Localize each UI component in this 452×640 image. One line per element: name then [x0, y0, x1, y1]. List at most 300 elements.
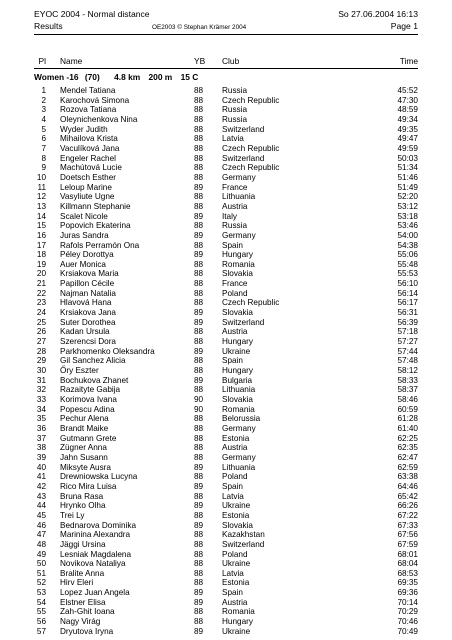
place-cell: 31	[36, 375, 46, 385]
year-cell: 89	[194, 211, 204, 221]
table-row	[0, 241, 452, 251]
name-cell: Oleynichenkova Nina	[60, 114, 138, 124]
club-cell: Hungary	[222, 337, 253, 347]
year-cell: 89	[194, 375, 204, 385]
time-cell: 55:06	[397, 250, 418, 260]
table-row	[0, 105, 452, 115]
time-cell: 48:59	[397, 105, 418, 115]
place-cell: 27	[36, 337, 46, 347]
club-cell: Switzerland	[222, 317, 265, 327]
time-cell: 56:39	[397, 317, 418, 327]
year-cell: 88	[194, 337, 204, 347]
time-cell: 56:10	[397, 279, 418, 289]
time-cell: 62:59	[397, 462, 418, 472]
year-cell: 88	[194, 134, 204, 144]
name-cell: Auer Monica	[60, 259, 106, 269]
time-cell: 70:49	[397, 626, 418, 636]
club-cell: Hungary	[222, 617, 253, 627]
name-cell: Najman Natalia	[60, 288, 116, 298]
club-cell: Russia	[222, 221, 248, 231]
name-cell: Gutmann Grete	[60, 433, 117, 443]
place-cell: 55	[36, 607, 46, 617]
place-cell: 10	[36, 172, 46, 182]
place-cell: 54	[36, 597, 46, 607]
time-cell: 67:59	[397, 539, 418, 549]
year-cell: 88	[194, 607, 204, 617]
time-cell: 68:53	[397, 568, 418, 578]
name-cell: Rafols Perramón Ona	[60, 240, 140, 250]
place-cell: 13	[36, 201, 46, 211]
year-cell: 89	[194, 626, 204, 636]
place-cell: 17	[36, 240, 46, 250]
time-cell: 56:17	[397, 298, 418, 308]
club-cell: Czech Republic	[222, 298, 280, 308]
time-cell: 68:01	[397, 549, 418, 559]
club-cell: Slovakia	[222, 269, 253, 279]
table-row	[0, 424, 452, 434]
year-cell: 89	[194, 520, 204, 530]
club-cell: Italy	[222, 211, 238, 221]
time-cell: 70:29	[397, 607, 418, 617]
document-type: Results	[34, 21, 63, 31]
year-cell: 88	[194, 327, 204, 337]
year-cell: 89	[194, 462, 204, 472]
time-cell: 49:34	[397, 114, 418, 124]
club-cell: Spain	[222, 481, 243, 491]
name-cell: Scalet Nicole	[60, 211, 108, 221]
club-cell: Slovakia	[222, 520, 253, 530]
year-cell: 88	[194, 298, 204, 308]
table-row	[0, 212, 452, 222]
name-cell: Juras Sandra	[60, 230, 109, 240]
name-cell: Péley Dorottya	[60, 250, 114, 260]
time-cell: 70:46	[397, 617, 418, 627]
time-cell: 49:59	[397, 143, 418, 153]
table-row	[0, 443, 452, 453]
year-cell: 90	[194, 395, 204, 404]
club-cell: Romania	[222, 607, 255, 617]
place-cell: 21	[36, 279, 46, 289]
place-cell: 44	[36, 501, 46, 511]
year-cell: 89	[194, 182, 204, 192]
time-cell: 54:38	[397, 240, 418, 250]
time-cell: 67:22	[397, 510, 418, 520]
club-cell: Latvia	[222, 134, 244, 144]
name-cell: Krsiakova Maria	[60, 269, 119, 279]
table-row	[0, 260, 452, 270]
club-cell: Ukraine	[222, 346, 251, 356]
club-cell: Ukraine	[222, 626, 251, 636]
table-row	[0, 482, 452, 492]
year-cell: 89	[194, 250, 204, 260]
place-cell: 30	[36, 366, 46, 376]
table-row	[0, 559, 452, 569]
name-cell: Elstner Elisa	[60, 597, 106, 607]
place-cell: 40	[36, 462, 46, 472]
time-cell: 57:18	[397, 327, 418, 337]
time-cell: 63:38	[397, 472, 418, 482]
time-cell: 56:31	[397, 308, 418, 318]
club-cell: Germany	[222, 230, 256, 240]
time-cell: 60:59	[397, 404, 418, 414]
year-cell: 89	[194, 597, 204, 607]
event-title: EYOC 2004 - Normal distance	[34, 9, 150, 19]
club-cell: Russia	[222, 114, 248, 124]
name-cell: Rozova Tatiana	[60, 105, 117, 115]
club-cell: Lithuania	[222, 462, 256, 472]
name-cell: Novikova Nataliya	[60, 559, 126, 569]
column-header-time: Time	[399, 56, 418, 66]
name-cell: Bednarova Dominika	[60, 520, 137, 530]
table-row	[0, 318, 452, 328]
year-cell: 88	[194, 578, 204, 588]
time-cell: 57:44	[397, 346, 418, 356]
place-cell: 22	[36, 288, 46, 298]
place-cell: 50	[36, 559, 46, 569]
place-cell: 7	[41, 143, 46, 153]
table-row	[0, 125, 452, 135]
club-cell: Austria	[222, 597, 248, 607]
place-cell: 4	[41, 114, 46, 124]
table-row	[0, 453, 452, 463]
name-cell: Krsiakova Jana	[60, 308, 116, 318]
year-cell: 88	[194, 153, 204, 163]
table-row	[0, 588, 452, 598]
time-cell: 57:48	[397, 356, 418, 366]
year-cell: 89	[194, 346, 204, 356]
name-cell: Zügner Anna	[60, 443, 107, 453]
year-cell: 88	[194, 143, 204, 153]
time-cell: 67:56	[397, 530, 418, 540]
table-row	[0, 250, 452, 260]
club-cell: Estonia	[222, 433, 250, 443]
year-cell: 88	[194, 472, 204, 482]
name-cell: Parkhomenko Oleksandra	[60, 346, 155, 356]
table-row	[0, 627, 452, 637]
place-cell: 32	[36, 385, 46, 395]
time-cell: 62:25	[397, 433, 418, 443]
category-count: (70)	[84, 72, 100, 82]
club-cell: France	[222, 182, 248, 192]
year-cell: 88	[194, 221, 204, 231]
name-cell: Hlavová Hana	[60, 298, 112, 308]
time-cell: 45:52	[397, 86, 418, 95]
year-cell: 88	[194, 385, 204, 395]
place-cell: 39	[36, 452, 46, 462]
table-row	[0, 163, 452, 173]
name-cell: Mihailova Krista	[60, 134, 118, 144]
table-row	[0, 115, 452, 125]
time-cell: 58:33	[397, 375, 418, 385]
place-cell: 29	[36, 356, 46, 366]
place-cell: 33	[36, 395, 46, 404]
time-cell: 52:20	[397, 192, 418, 202]
table-row	[0, 289, 452, 299]
place-cell: 2	[41, 95, 46, 105]
table-row	[0, 298, 452, 308]
place-cell: 24	[36, 308, 46, 318]
table-row	[0, 356, 452, 366]
club-cell: Austria	[222, 201, 248, 211]
place-cell: 20	[36, 269, 46, 279]
name-cell: Vaculíková Jana	[60, 143, 120, 153]
club-cell: Estonia	[222, 510, 250, 520]
place-cell: 23	[36, 298, 46, 308]
time-cell: 53:18	[397, 211, 418, 221]
time-cell: 67:33	[397, 520, 418, 530]
place-cell: 45	[36, 510, 46, 520]
copyright-notice: OE2003 © Stephan Krämer 2004	[152, 24, 247, 31]
place-cell: 46	[36, 520, 46, 530]
name-cell: Miksyte Ausra	[60, 462, 111, 472]
time-cell: 47:30	[397, 95, 418, 105]
table-row	[0, 521, 452, 531]
table-row	[0, 472, 452, 482]
year-cell: 88	[194, 443, 204, 453]
place-cell: 53	[36, 588, 46, 598]
time-cell: 58:37	[397, 385, 418, 395]
time-cell: 62:35	[397, 443, 418, 453]
year-cell: 88	[194, 559, 204, 569]
place-cell: 47	[36, 530, 46, 540]
year-cell: 88	[194, 124, 204, 134]
table-row	[0, 221, 452, 231]
club-cell: Czech Republic	[222, 143, 280, 153]
time-cell: 55:48	[397, 259, 418, 269]
time-cell: 69:35	[397, 578, 418, 588]
year-cell: 89	[194, 230, 204, 240]
place-cell: 38	[36, 443, 46, 453]
year-cell: 88	[194, 568, 204, 578]
table-row	[0, 578, 452, 588]
name-cell: Bruna Rasa	[60, 491, 104, 501]
time-cell: 70:14	[397, 597, 418, 607]
name-cell: Brandt Maike	[60, 423, 109, 433]
name-cell: Marinina Alexandra	[60, 530, 131, 540]
table-row	[0, 192, 452, 202]
results-table	[0, 86, 452, 636]
table-row	[0, 86, 452, 96]
place-cell: 37	[36, 433, 46, 443]
place-cell: 14	[36, 211, 46, 221]
place-cell: 1	[41, 86, 46, 95]
header-divider	[34, 34, 418, 35]
name-cell: Lesniak Magdalena	[60, 549, 132, 559]
table-row	[0, 598, 452, 608]
time-cell: 51:49	[397, 182, 418, 192]
table-row	[0, 202, 452, 212]
place-cell: 51	[36, 568, 46, 578]
club-cell: Slovakia	[222, 308, 253, 318]
name-cell: Lopez Juan Angela	[60, 588, 130, 598]
club-cell: Austria	[222, 327, 248, 337]
time-cell: 62:47	[397, 452, 418, 462]
name-cell: Suter Dorothea	[60, 317, 116, 327]
table-row	[0, 414, 452, 424]
table-row	[0, 154, 452, 164]
place-cell: 34	[36, 404, 46, 414]
year-cell: 88	[194, 86, 204, 95]
place-cell: 52	[36, 578, 46, 588]
column-header-year: YB	[194, 56, 206, 66]
name-cell: Mendel Tatiana	[60, 86, 116, 95]
table-row	[0, 511, 452, 521]
name-cell: Vasyliute Ugne	[60, 192, 115, 202]
club-cell: Germany	[222, 423, 256, 433]
table-row	[0, 530, 452, 540]
time-cell: 53:12	[397, 201, 418, 211]
name-cell: Kadan Ursula	[60, 327, 110, 337]
name-cell: Őry Eszter	[60, 366, 99, 376]
club-cell: Switzerland	[222, 153, 265, 163]
place-cell: 28	[36, 346, 46, 356]
time-cell: 51:34	[397, 163, 418, 173]
club-cell: Latvia	[222, 568, 244, 578]
name-cell: Hrynko Olha	[60, 501, 106, 511]
table-row	[0, 569, 452, 579]
category-length: 4.8 km	[114, 72, 141, 82]
year-cell: 88	[194, 163, 204, 173]
name-cell: Nagy Virág	[60, 617, 101, 627]
table-row	[0, 463, 452, 473]
club-cell: Kazakhstan	[222, 530, 265, 540]
time-cell: 56:14	[397, 288, 418, 298]
table-row	[0, 434, 452, 444]
name-cell: Engeler Rachel	[60, 153, 116, 163]
year-cell: 88	[194, 433, 204, 443]
club-cell: Romania	[222, 404, 255, 414]
year-cell: 88	[194, 288, 204, 298]
club-cell: Switzerland	[222, 539, 265, 549]
name-cell: Machútová Lucie	[60, 163, 122, 173]
place-cell: 57	[36, 626, 46, 636]
name-cell: Killmann Stephanie	[60, 201, 131, 211]
year-cell: 88	[194, 414, 204, 424]
club-cell: Lithuania	[222, 385, 256, 395]
table-row	[0, 492, 452, 502]
club-cell: Hungary	[222, 250, 253, 260]
club-cell: Switzerland	[222, 124, 265, 134]
time-cell: 68:04	[397, 559, 418, 569]
name-cell: Trei Ly	[60, 510, 85, 520]
table-row	[0, 173, 452, 183]
name-cell: Hirv Eleri	[60, 578, 94, 588]
club-cell: Slovakia	[222, 395, 253, 404]
name-cell: Gil Sanchez Alicia	[60, 356, 126, 366]
club-cell: Austria	[222, 443, 248, 453]
table-row	[0, 501, 452, 511]
year-cell: 88	[194, 95, 204, 105]
table-row	[0, 366, 452, 376]
table-row	[0, 607, 452, 617]
name-cell: Doetsch Esther	[60, 172, 116, 182]
time-cell: 51:46	[397, 172, 418, 182]
year-cell: 88	[194, 279, 204, 289]
name-cell: Wyder Judith	[60, 124, 108, 134]
place-cell: 41	[36, 472, 46, 482]
time-cell: 49:35	[397, 124, 418, 134]
time-cell: 69:36	[397, 588, 418, 598]
year-cell: 88	[194, 356, 204, 366]
name-cell: Jäggi Ursina	[60, 539, 106, 549]
name-cell: Dryutova Iryna	[60, 626, 114, 636]
club-cell: Hungary	[222, 366, 253, 376]
place-cell: 48	[36, 539, 46, 549]
table-row	[0, 617, 452, 627]
time-cell: 58:12	[397, 366, 418, 376]
table-row	[0, 308, 452, 318]
year-cell: 88	[194, 539, 204, 549]
place-cell: 3	[41, 105, 46, 115]
place-cell: 8	[41, 153, 46, 163]
year-cell: 88	[194, 452, 204, 462]
year-cell: 90	[194, 404, 204, 414]
club-cell: Spain	[222, 588, 243, 598]
table-row	[0, 550, 452, 560]
name-cell: Korimova Ivana	[60, 395, 117, 404]
club-cell: Ukraine	[222, 559, 251, 569]
name-cell: Drewniowska Lucyna	[60, 472, 138, 482]
time-cell: 55:53	[397, 269, 418, 279]
column-header-name: Name	[60, 56, 83, 66]
table-row	[0, 337, 452, 347]
place-cell: 9	[41, 163, 46, 173]
name-cell: Rico Mira Luisa	[60, 481, 117, 491]
time-cell: 49:47	[397, 134, 418, 144]
year-cell: 88	[194, 105, 204, 115]
table-row	[0, 376, 452, 386]
time-cell: 66:26	[397, 501, 418, 511]
time-cell: 65:42	[397, 491, 418, 501]
year-cell: 89	[194, 317, 204, 327]
year-cell: 88	[194, 269, 204, 279]
place-cell: 6	[41, 134, 46, 144]
table-row	[0, 395, 452, 405]
place-cell: 5	[41, 124, 46, 134]
year-cell: 89	[194, 588, 204, 598]
column-header-divider	[34, 68, 418, 69]
print-datetime: So 27.06.2004 16:13	[338, 9, 418, 19]
club-cell: Russia	[222, 86, 248, 95]
year-cell: 88	[194, 617, 204, 627]
club-cell: Belorussia	[222, 414, 261, 424]
time-cell: 58:46	[397, 395, 418, 404]
name-cell: Bochukova Zhanet	[60, 375, 129, 385]
column-header-place: Pl	[38, 56, 46, 66]
club-cell: Spain	[222, 356, 243, 366]
year-cell: 88	[194, 172, 204, 182]
year-cell: 88	[194, 366, 204, 376]
table-row	[0, 385, 452, 395]
table-row	[0, 144, 452, 154]
place-cell: 49	[36, 549, 46, 559]
place-cell: 43	[36, 491, 46, 501]
time-cell: 61:28	[397, 414, 418, 424]
name-cell: Zah-Ghit Ioana	[60, 607, 115, 617]
club-cell: Estonia	[222, 578, 250, 588]
year-cell: 89	[194, 501, 204, 511]
club-cell: Bulgaria	[222, 375, 253, 385]
name-cell: Popovich Ekaterina	[60, 221, 131, 231]
table-row	[0, 231, 452, 241]
year-cell: 88	[194, 549, 204, 559]
name-cell: Pechur Alena	[60, 414, 109, 424]
year-cell: 88	[194, 530, 204, 540]
club-cell: Ukraine	[222, 501, 251, 511]
club-cell: Germany	[222, 452, 256, 462]
place-cell: 11	[37, 182, 46, 192]
place-cell: 16	[36, 230, 46, 240]
